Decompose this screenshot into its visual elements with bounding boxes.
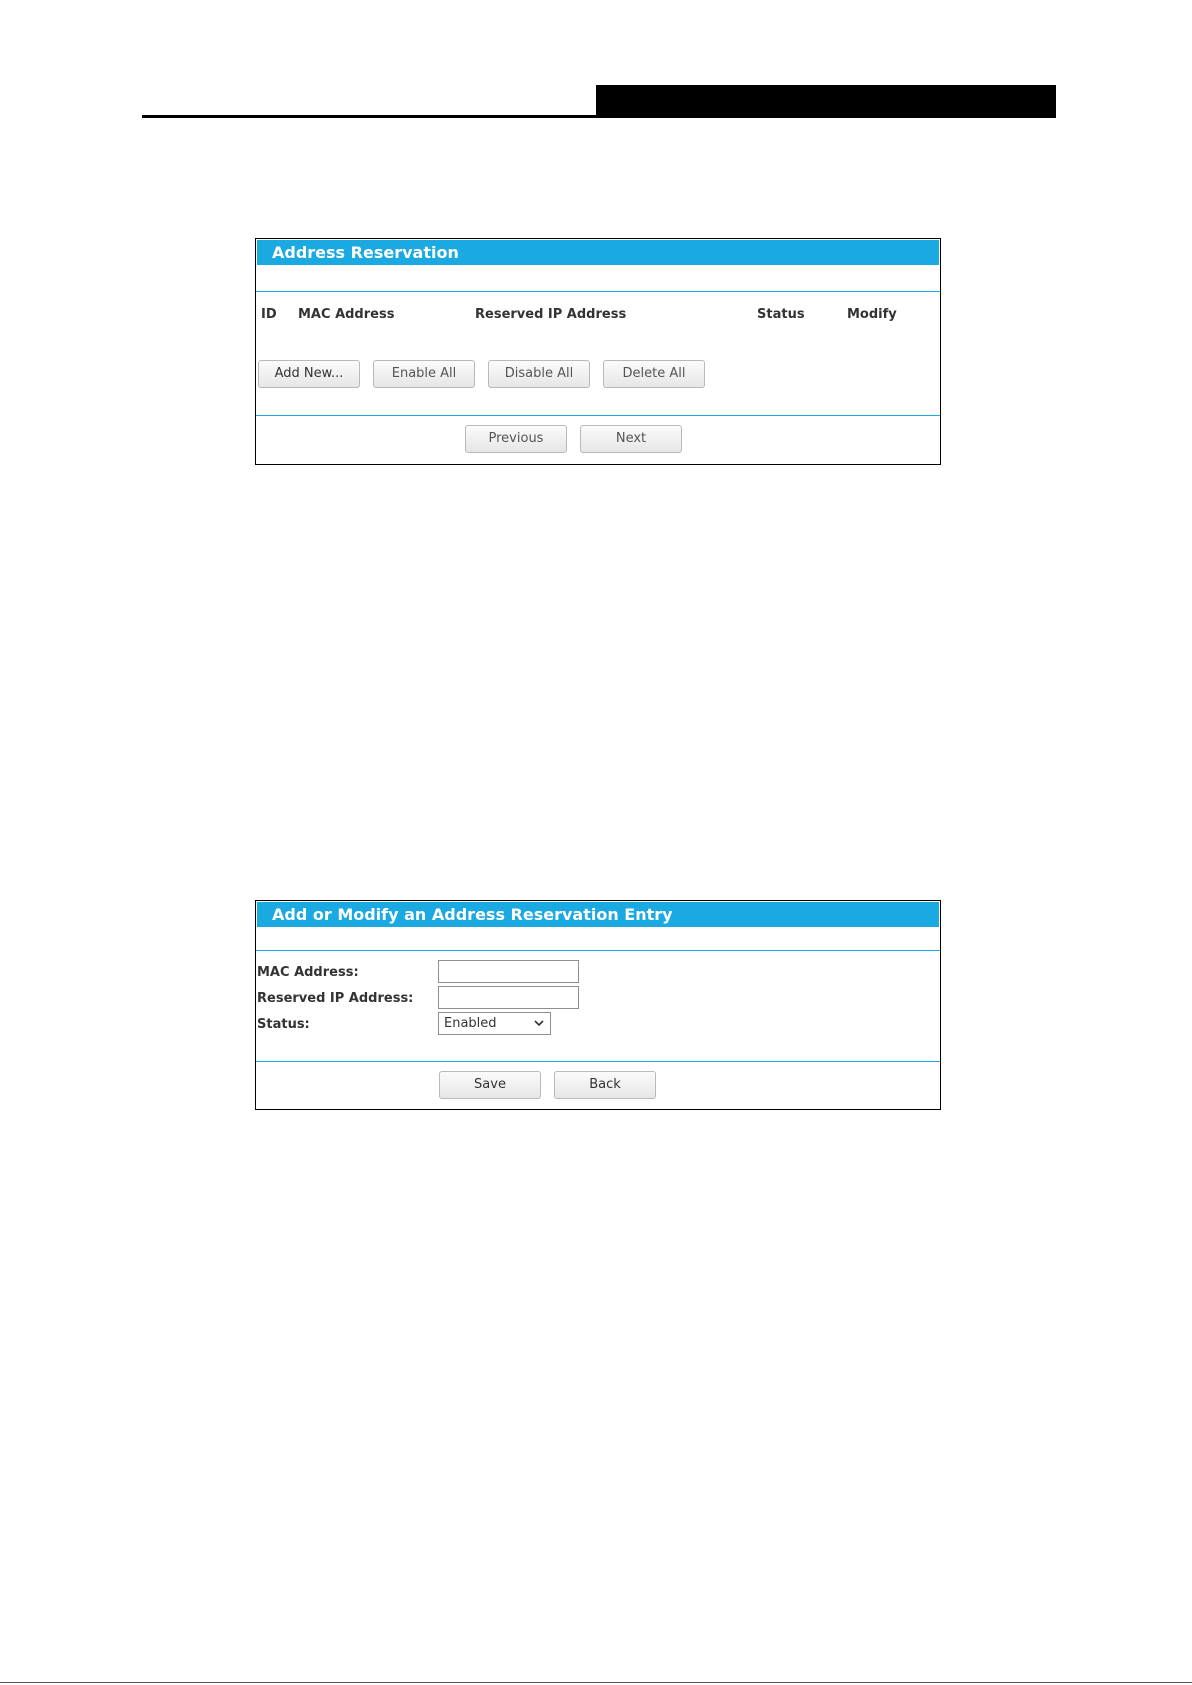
reserved-ip-address-label: Reserved IP Address: bbox=[257, 991, 414, 1006]
column-reserved-ip-address: Reserved IP Address bbox=[475, 307, 627, 322]
divider bbox=[256, 1061, 940, 1062]
column-id: ID bbox=[261, 307, 277, 322]
divider bbox=[256, 950, 940, 951]
back-button[interactable]: Back bbox=[554, 1071, 656, 1099]
reserved-ip-address-input[interactable] bbox=[438, 986, 579, 1009]
document-footer-rule bbox=[0, 1682, 1192, 1683]
column-status: Status bbox=[757, 307, 805, 322]
column-mac-address: MAC Address bbox=[298, 307, 395, 322]
enable-all-button[interactable]: Enable All bbox=[373, 360, 475, 388]
add-new-button[interactable]: Add New... bbox=[258, 360, 360, 388]
chevron-down-icon bbox=[532, 1013, 546, 1034]
previous-button[interactable]: Previous bbox=[465, 425, 567, 453]
status-select[interactable] bbox=[438, 1012, 551, 1035]
status-label: Status: bbox=[257, 1017, 310, 1032]
address-reservation-panel bbox=[255, 238, 941, 465]
mac-address-input[interactable] bbox=[438, 960, 579, 983]
delete-all-button[interactable]: Delete All bbox=[603, 360, 705, 388]
save-button[interactable]: Save bbox=[439, 1071, 541, 1099]
mac-address-label: MAC Address: bbox=[257, 965, 359, 980]
column-modify: Modify bbox=[847, 307, 897, 322]
divider bbox=[256, 291, 940, 292]
document-header-rule bbox=[142, 115, 1056, 118]
address-reservation-title: Address Reservation bbox=[257, 240, 939, 265]
add-modify-entry-panel bbox=[255, 900, 941, 1110]
disable-all-button[interactable]: Disable All bbox=[488, 360, 590, 388]
add-modify-entry-title: Add or Modify an Address Reservation Entry bbox=[257, 902, 939, 927]
document-header-block bbox=[596, 85, 1056, 118]
next-button[interactable]: Next bbox=[580, 425, 682, 453]
status-select-value: Enabled bbox=[444, 1016, 497, 1031]
divider bbox=[256, 415, 940, 416]
